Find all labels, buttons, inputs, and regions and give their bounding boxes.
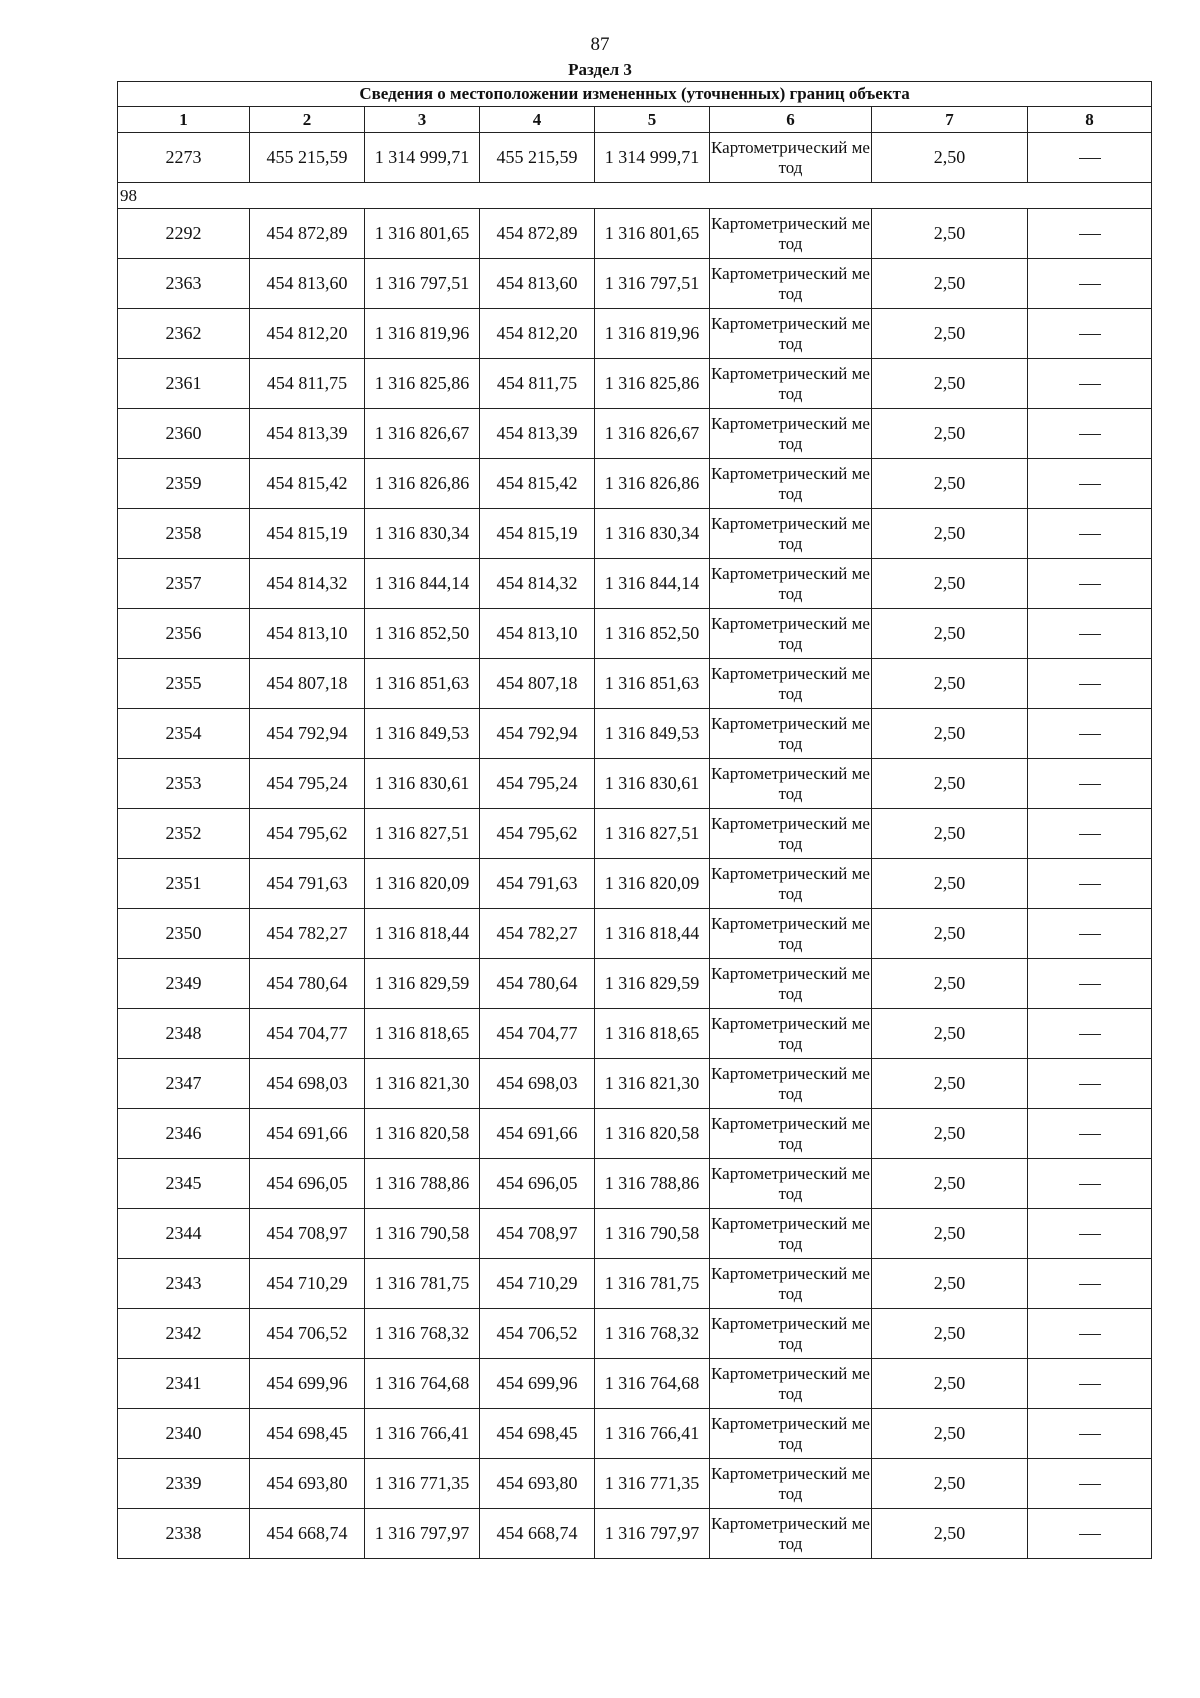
cell-point-number: 2344 [118, 1209, 250, 1259]
cell-point-number: 2349 [118, 959, 250, 1009]
dash-mark [1079, 1384, 1101, 1385]
boundary-coordinates-table [117, 81, 1152, 1559]
dash-mark [1079, 1084, 1101, 1085]
cell-x-old: 454 710,29 [250, 1259, 365, 1309]
table-row [118, 709, 1152, 759]
dash-mark [1079, 884, 1101, 885]
dash-mark [1079, 158, 1101, 159]
cell-method: Картометрический метод [710, 959, 872, 1009]
cell-y-old: 1 316 820,09 [365, 859, 480, 909]
cell-accuracy: 2,50 [872, 959, 1028, 1009]
cell-accuracy: 2,50 [872, 409, 1028, 459]
cell-x-new: 454 696,05 [480, 1159, 595, 1209]
cell-y-new: 1 316 818,65 [595, 1009, 710, 1059]
cell-y-new: 1 316 781,75 [595, 1259, 710, 1309]
cell-point-number: 2292 [118, 209, 250, 259]
cell-y-new: 1 316 797,51 [595, 259, 710, 309]
table-row [118, 1009, 1152, 1059]
cell-point-number: 2358 [118, 509, 250, 559]
cell-description [1028, 133, 1152, 183]
cell-accuracy: 2,50 [872, 1159, 1028, 1209]
cell-x-old: 454 791,63 [250, 859, 365, 909]
cell-x-old: 454 782,27 [250, 909, 365, 959]
cell-method: Картометрический метод [710, 1059, 872, 1109]
cell-y-new: 1 316 827,51 [595, 809, 710, 859]
cell-y-old: 1 316 781,75 [365, 1259, 480, 1309]
cell-method: Картометрический метод [710, 1309, 872, 1359]
cell-y-old: 1 314 999,71 [365, 133, 480, 183]
dash-mark [1079, 1234, 1101, 1235]
cell-x-old: 454 795,24 [250, 759, 365, 809]
cell-accuracy: 2,50 [872, 1059, 1028, 1109]
cell-accuracy: 2,50 [872, 609, 1028, 659]
table-caption: Сведения о местоположении измененных (уточненных) границ объекта [118, 82, 1152, 107]
cell-accuracy: 2,50 [872, 859, 1028, 909]
cell-accuracy: 2,50 [872, 459, 1028, 509]
cell-accuracy: 2,50 [872, 1309, 1028, 1359]
cell-description [1028, 1459, 1152, 1509]
cell-y-old: 1 316 830,34 [365, 509, 480, 559]
dash-mark [1079, 234, 1101, 235]
cell-x-old: 454 691,66 [250, 1109, 365, 1159]
cell-x-new: 454 691,66 [480, 1109, 595, 1159]
cell-x-old: 454 872,89 [250, 209, 365, 259]
table-row [118, 909, 1152, 959]
dash-mark [1079, 1534, 1101, 1535]
cell-accuracy: 2,50 [872, 1509, 1028, 1559]
dash-mark [1079, 284, 1101, 285]
cell-x-new: 454 706,52 [480, 1309, 595, 1359]
dash-mark [1079, 1334, 1101, 1335]
cell-x-new: 454 813,60 [480, 259, 595, 309]
cell-point-number: 2341 [118, 1359, 250, 1409]
cell-x-old: 454 815,19 [250, 509, 365, 559]
cell-point-number: 2345 [118, 1159, 250, 1209]
cell-method: Картометрический метод [710, 1109, 872, 1159]
cell-y-new: 1 316 797,97 [595, 1509, 710, 1559]
cell-accuracy: 2,50 [872, 709, 1028, 759]
dash-mark [1079, 584, 1101, 585]
table-row [118, 1259, 1152, 1309]
table-row [118, 759, 1152, 809]
cell-accuracy: 2,50 [872, 133, 1028, 183]
cell-x-new: 454 699,96 [480, 1359, 595, 1409]
cell-y-old: 1 316 818,44 [365, 909, 480, 959]
cell-x-old: 454 812,20 [250, 309, 365, 359]
cell-point-number: 2342 [118, 1309, 250, 1359]
cell-method: Картометрический метод [710, 709, 872, 759]
column-header-1: 1 [118, 107, 250, 133]
cell-y-old: 1 316 788,86 [365, 1159, 480, 1209]
table-row [118, 1109, 1152, 1159]
cell-accuracy: 2,50 [872, 509, 1028, 559]
cell-point-number: 2340 [118, 1409, 250, 1459]
cell-x-old: 454 696,05 [250, 1159, 365, 1209]
cell-description [1028, 809, 1152, 859]
cell-x-new: 454 792,94 [480, 709, 595, 759]
cell-method: Картометрический метод [710, 1409, 872, 1459]
cell-x-old: 454 814,32 [250, 559, 365, 609]
cell-method: Картометрический метод [710, 359, 872, 409]
table-header-row [118, 107, 1152, 133]
cell-x-old: 454 780,64 [250, 959, 365, 1009]
cell-y-new: 1 316 830,34 [595, 509, 710, 559]
cell-description [1028, 1509, 1152, 1559]
dash-mark [1079, 834, 1101, 835]
cell-point-number: 2347 [118, 1059, 250, 1109]
cell-x-new: 454 872,89 [480, 209, 595, 259]
cell-description [1028, 1159, 1152, 1209]
dash-mark [1079, 1184, 1101, 1185]
cell-x-new: 454 782,27 [480, 909, 595, 959]
table-row [118, 409, 1152, 459]
cell-point-number: 2362 [118, 309, 250, 359]
cell-x-new: 454 807,18 [480, 659, 595, 709]
cell-y-old: 1 316 844,14 [365, 559, 480, 609]
cell-accuracy: 2,50 [872, 1209, 1028, 1259]
dash-mark [1079, 1134, 1101, 1135]
cell-y-old: 1 316 826,86 [365, 459, 480, 509]
cell-description [1028, 959, 1152, 1009]
cell-x-old: 454 693,80 [250, 1459, 365, 1509]
cell-description [1028, 1409, 1152, 1459]
cell-point-number: 2355 [118, 659, 250, 709]
dash-mark [1079, 634, 1101, 635]
cell-method: Картометрический метод [710, 1209, 872, 1259]
cell-y-old: 1 316 821,30 [365, 1059, 480, 1109]
cell-x-new: 454 813,10 [480, 609, 595, 659]
cell-point-number: 2339 [118, 1459, 250, 1509]
cell-description [1028, 609, 1152, 659]
cell-x-new: 454 811,75 [480, 359, 595, 409]
cell-point-number: 2273 [118, 133, 250, 183]
cell-y-new: 1 316 826,86 [595, 459, 710, 509]
cell-y-new: 1 316 844,14 [595, 559, 710, 609]
column-header-5: 5 [595, 107, 710, 133]
cell-description [1028, 559, 1152, 609]
column-header-2: 2 [250, 107, 365, 133]
dash-mark [1079, 984, 1101, 985]
cell-description [1028, 1009, 1152, 1059]
dash-mark [1079, 734, 1101, 735]
cell-method: Картометрический метод [710, 1159, 872, 1209]
cell-y-new: 1 316 830,61 [595, 759, 710, 809]
cell-x-old: 454 706,52 [250, 1309, 365, 1359]
cell-x-old: 454 699,96 [250, 1359, 365, 1409]
cell-point-number: 2350 [118, 909, 250, 959]
cell-description [1028, 659, 1152, 709]
cell-y-old: 1 316 790,58 [365, 1209, 480, 1259]
table-row [118, 209, 1152, 259]
cell-x-new: 454 813,39 [480, 409, 595, 459]
dash-mark [1079, 1284, 1101, 1285]
cell-method: Картометрический метод [710, 1509, 872, 1559]
dash-mark [1079, 434, 1101, 435]
table-row [118, 259, 1152, 309]
page-number: 87 [590, 34, 610, 55]
cell-y-new: 1 316 825,86 [595, 359, 710, 409]
cell-x-new: 454 698,45 [480, 1409, 595, 1459]
cell-description [1028, 1209, 1152, 1259]
cell-description [1028, 1259, 1152, 1309]
cell-x-old: 454 795,62 [250, 809, 365, 859]
cell-accuracy: 2,50 [872, 1259, 1028, 1309]
cell-x-new: 454 780,64 [480, 959, 595, 1009]
dash-mark [1079, 934, 1101, 935]
table-row [118, 459, 1152, 509]
cell-point-number: 2338 [118, 1509, 250, 1559]
table-row [118, 1209, 1152, 1259]
cell-y-new: 1 316 768,32 [595, 1309, 710, 1359]
cell-x-new: 454 814,32 [480, 559, 595, 609]
cell-description [1028, 859, 1152, 909]
cell-y-old: 1 316 768,32 [365, 1309, 480, 1359]
table-row [118, 1359, 1152, 1409]
cell-method: Картометрический метод [710, 809, 872, 859]
cell-x-old: 454 813,39 [250, 409, 365, 459]
cell-method: Картометрический метод [710, 409, 872, 459]
cell-accuracy: 2,50 [872, 359, 1028, 409]
cell-y-new: 1 316 764,68 [595, 1359, 710, 1409]
cell-method: Картометрический метод [710, 659, 872, 709]
cell-y-old: 1 316 830,61 [365, 759, 480, 809]
cell-y-old: 1 316 797,97 [365, 1509, 480, 1559]
dash-mark [1079, 1484, 1101, 1485]
column-header-4: 4 [480, 107, 595, 133]
table-row [118, 1509, 1152, 1559]
table-body [118, 133, 1152, 1559]
cell-x-new: 454 704,77 [480, 1009, 595, 1059]
cell-description [1028, 209, 1152, 259]
cell-description [1028, 309, 1152, 359]
cell-y-old: 1 316 852,50 [365, 609, 480, 659]
column-header-3: 3 [365, 107, 480, 133]
cell-accuracy: 2,50 [872, 1359, 1028, 1409]
cell-point-number: 2357 [118, 559, 250, 609]
table-row [118, 1059, 1152, 1109]
cell-description [1028, 1059, 1152, 1109]
cell-method: Картометрический метод [710, 1359, 872, 1409]
cell-x-new: 454 795,62 [480, 809, 595, 859]
cell-point-number: 2352 [118, 809, 250, 859]
cell-y-old: 1 316 797,51 [365, 259, 480, 309]
cell-x-new: 454 710,29 [480, 1259, 595, 1309]
cell-y-new: 1 316 849,53 [595, 709, 710, 759]
cell-y-old: 1 316 851,63 [365, 659, 480, 709]
dash-mark [1079, 534, 1101, 535]
cell-point-number: 2354 [118, 709, 250, 759]
cell-y-old: 1 316 829,59 [365, 959, 480, 1009]
cell-method: Картометрический метод [710, 559, 872, 609]
cell-accuracy: 2,50 [872, 759, 1028, 809]
column-header-6: 6 [710, 107, 872, 133]
cell-x-old: 454 704,77 [250, 1009, 365, 1059]
cell-method: Картометрический метод [710, 759, 872, 809]
cell-y-old: 1 316 771,35 [365, 1459, 480, 1509]
cell-y-new: 1 316 826,67 [595, 409, 710, 459]
cell-y-new: 1 316 851,63 [595, 659, 710, 709]
cell-method: Картометрический метод [710, 609, 872, 659]
table-row [118, 1409, 1152, 1459]
table-row [118, 659, 1152, 709]
cell-method: Картометрический метод [710, 1259, 872, 1309]
table-caption-row [118, 82, 1152, 107]
cell-x-new: 454 668,74 [480, 1509, 595, 1559]
cell-x-new: 454 693,80 [480, 1459, 595, 1509]
dash-mark [1079, 784, 1101, 785]
table-row [118, 809, 1152, 859]
cell-description [1028, 509, 1152, 559]
cell-point-number: 2359 [118, 459, 250, 509]
cell-description [1028, 909, 1152, 959]
cell-y-new: 1 316 766,41 [595, 1409, 710, 1459]
cell-point-number: 2343 [118, 1259, 250, 1309]
table-row [118, 859, 1152, 909]
cell-accuracy: 2,50 [872, 209, 1028, 259]
cell-x-old: 454 813,60 [250, 259, 365, 309]
cell-accuracy: 2,50 [872, 259, 1028, 309]
contour-group-row [118, 183, 1152, 209]
cell-accuracy: 2,50 [872, 809, 1028, 859]
table-row [118, 1459, 1152, 1509]
cell-description [1028, 1359, 1152, 1409]
cell-x-old: 454 807,18 [250, 659, 365, 709]
cell-y-new: 1 316 771,35 [595, 1459, 710, 1509]
dash-mark [1079, 1434, 1101, 1435]
column-header-8: 8 [1028, 107, 1152, 133]
cell-method: Картометрический метод [710, 133, 872, 183]
cell-method: Картометрический метод [710, 1459, 872, 1509]
cell-description [1028, 459, 1152, 509]
cell-method: Картометрический метод [710, 259, 872, 309]
cell-y-old: 1 316 820,58 [365, 1109, 480, 1159]
cell-y-new: 1 316 820,58 [595, 1109, 710, 1159]
cell-accuracy: 2,50 [872, 659, 1028, 709]
cell-y-new: 1 316 820,09 [595, 859, 710, 909]
cell-description [1028, 409, 1152, 459]
cell-y-new: 1 316 821,30 [595, 1059, 710, 1109]
table-row [118, 309, 1152, 359]
cell-y-old: 1 316 827,51 [365, 809, 480, 859]
cell-point-number: 2361 [118, 359, 250, 409]
cell-accuracy: 2,50 [872, 909, 1028, 959]
cell-x-new: 454 791,63 [480, 859, 595, 909]
cell-y-old: 1 316 849,53 [365, 709, 480, 759]
table-row [118, 509, 1152, 559]
cell-description [1028, 1309, 1152, 1359]
cell-y-new: 1 316 829,59 [595, 959, 710, 1009]
dash-mark [1079, 684, 1101, 685]
cell-y-new: 1 314 999,71 [595, 133, 710, 183]
cell-accuracy: 2,50 [872, 1459, 1028, 1509]
cell-method: Картометрический метод [710, 459, 872, 509]
cell-x-new: 454 812,20 [480, 309, 595, 359]
cell-point-number: 2360 [118, 409, 250, 459]
cell-accuracy: 2,50 [872, 1409, 1028, 1459]
cell-point-number: 2348 [118, 1009, 250, 1059]
table-row [118, 959, 1152, 1009]
cell-point-number: 2351 [118, 859, 250, 909]
cell-method: Картометрический метод [710, 209, 872, 259]
column-header-7: 7 [872, 107, 1028, 133]
table-row [118, 609, 1152, 659]
section-title: Раздел 3 [568, 60, 632, 79]
cell-point-number: 2363 [118, 259, 250, 309]
cell-y-new: 1 316 818,44 [595, 909, 710, 959]
cell-y-new: 1 316 788,86 [595, 1159, 710, 1209]
table-row [118, 1159, 1152, 1209]
cell-x-old: 454 698,45 [250, 1409, 365, 1459]
cell-x-new: 454 698,03 [480, 1059, 595, 1109]
cell-x-old: 455 215,59 [250, 133, 365, 183]
cell-method: Картометрический метод [710, 509, 872, 559]
cell-method: Картометрический метод [710, 859, 872, 909]
cell-y-old: 1 316 825,86 [365, 359, 480, 409]
cell-x-old: 454 811,75 [250, 359, 365, 409]
cell-x-old: 454 813,10 [250, 609, 365, 659]
table-row [118, 359, 1152, 409]
cell-description [1028, 759, 1152, 809]
cell-y-old: 1 316 818,65 [365, 1009, 480, 1059]
cell-description [1028, 709, 1152, 759]
cell-x-old: 454 708,97 [250, 1209, 365, 1259]
cell-point-number: 2353 [118, 759, 250, 809]
cell-x-new: 454 708,97 [480, 1209, 595, 1259]
cell-method: Картометрический метод [710, 309, 872, 359]
cell-y-old: 1 316 801,65 [365, 209, 480, 259]
cell-x-old: 454 792,94 [250, 709, 365, 759]
cell-x-old: 454 815,42 [250, 459, 365, 509]
table-row [118, 133, 1152, 183]
cell-method: Картометрический метод [710, 909, 872, 959]
cell-y-new: 1 316 790,58 [595, 1209, 710, 1259]
contour-number: 98 [118, 183, 1152, 209]
cell-accuracy: 2,50 [872, 1109, 1028, 1159]
cell-x-new: 454 815,42 [480, 459, 595, 509]
table-row [118, 1309, 1152, 1359]
cell-description [1028, 259, 1152, 309]
cell-y-new: 1 316 801,65 [595, 209, 710, 259]
cell-y-old: 1 316 766,41 [365, 1409, 480, 1459]
cell-y-new: 1 316 852,50 [595, 609, 710, 659]
cell-description [1028, 1109, 1152, 1159]
cell-x-new: 454 815,19 [480, 509, 595, 559]
cell-point-number: 2356 [118, 609, 250, 659]
cell-y-old: 1 316 826,67 [365, 409, 480, 459]
cell-x-new: 455 215,59 [480, 133, 595, 183]
cell-point-number: 2346 [118, 1109, 250, 1159]
dash-mark [1079, 384, 1101, 385]
dash-mark [1079, 484, 1101, 485]
cell-y-old: 1 316 764,68 [365, 1359, 480, 1409]
cell-x-old: 454 668,74 [250, 1509, 365, 1559]
dash-mark [1079, 1034, 1101, 1035]
cell-x-new: 454 795,24 [480, 759, 595, 809]
cell-description [1028, 359, 1152, 409]
cell-accuracy: 2,50 [872, 1009, 1028, 1059]
cell-accuracy: 2,50 [872, 559, 1028, 609]
table-row [118, 559, 1152, 609]
cell-y-old: 1 316 819,96 [365, 309, 480, 359]
cell-method: Картометрический метод [710, 1009, 872, 1059]
cell-accuracy: 2,50 [872, 309, 1028, 359]
dash-mark [1079, 334, 1101, 335]
cell-y-new: 1 316 819,96 [595, 309, 710, 359]
cell-x-old: 454 698,03 [250, 1059, 365, 1109]
